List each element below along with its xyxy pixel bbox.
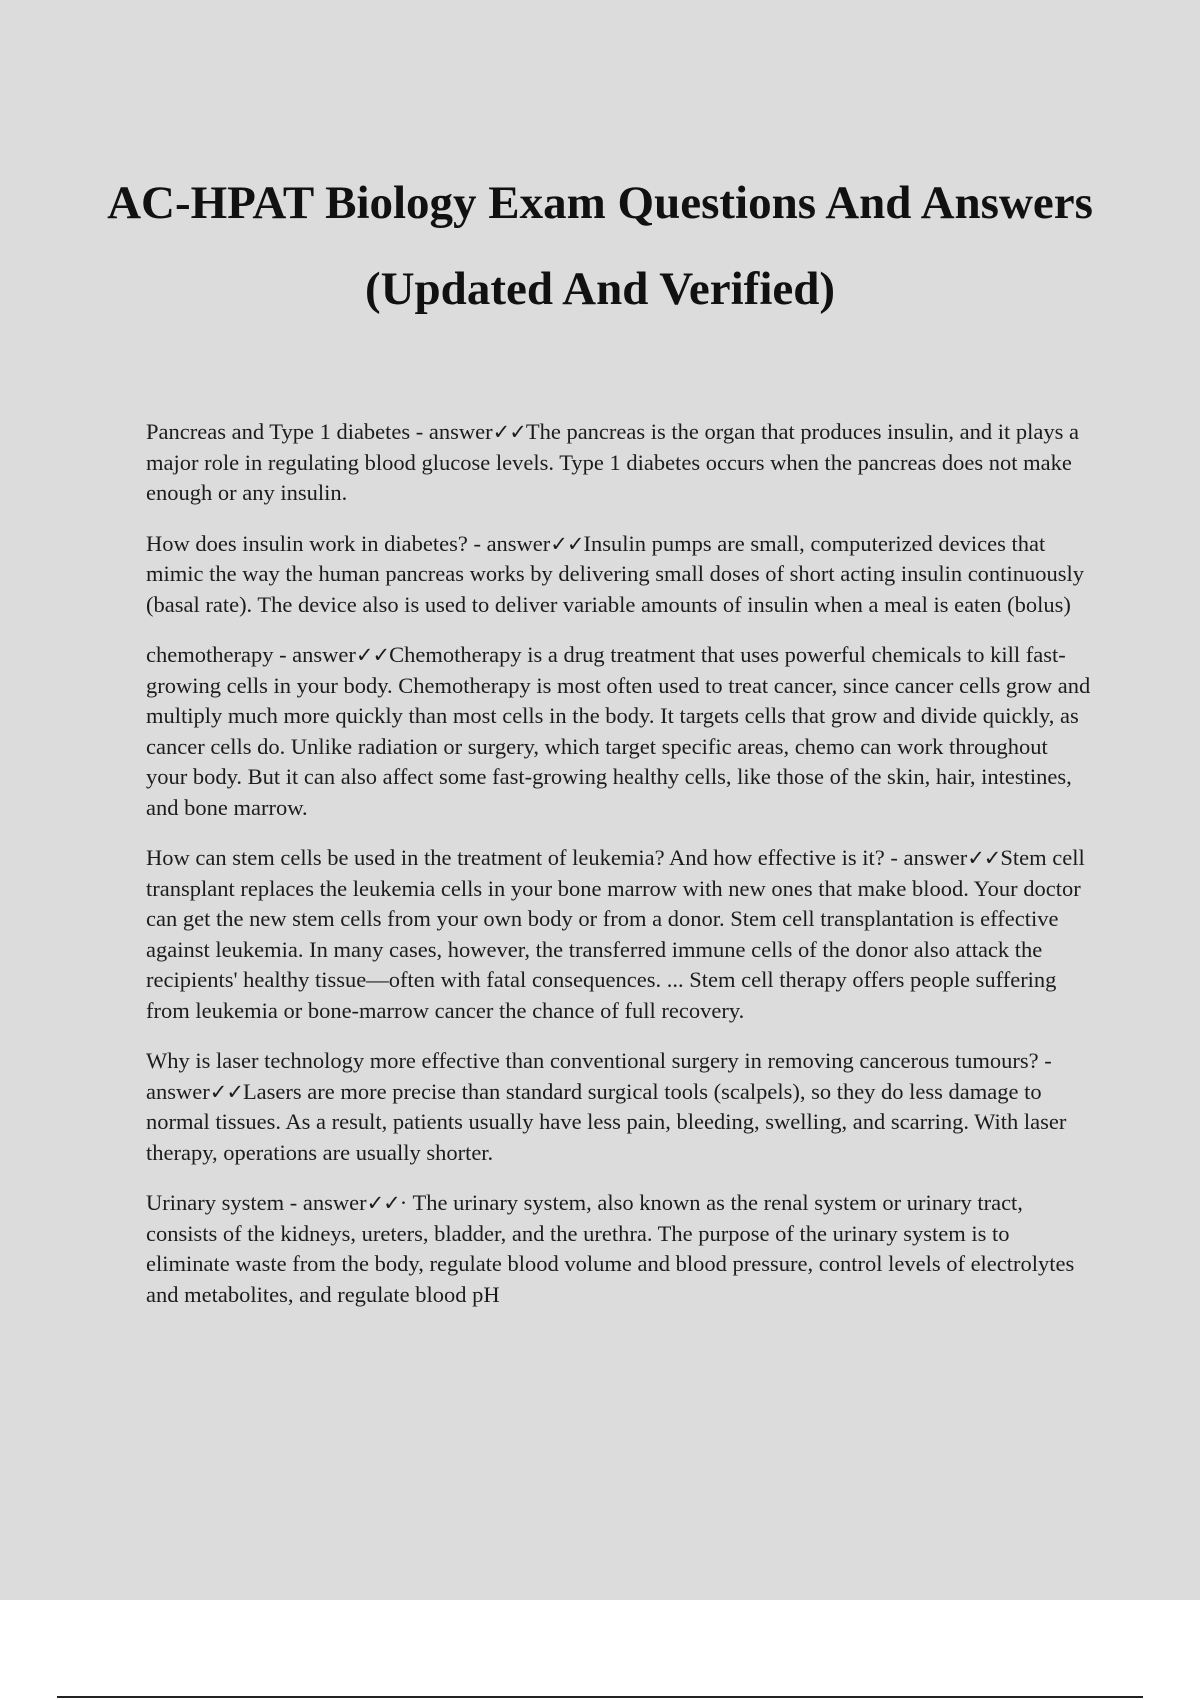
- qa-entry: [146, 1046, 1091, 1168]
- qa-entry: [146, 1188, 1091, 1310]
- page-title: AC-HPAT Biology Exam Questions And Answers (Updated And Verified): [107, 177, 1093, 315]
- check-mark-icon: ✓✓: [492, 420, 526, 444]
- entry-answer: · The urinary system, also known as the renal system or urinary tract, consists of the kidneys, ureters, bladder, and the urethra. The purpose of the urinary system is to eliminate waste from the body, regulate blood volume and blood pressure, control levels of electrolytes and metabolites, and regulate blood pH: [146, 1190, 1075, 1307]
- entry-question: How does insulin work in diabetes? - answer: [146, 530, 551, 556]
- entry-question: Urinary system - answer: [146, 1190, 367, 1215]
- qa-entry: [146, 843, 1091, 1026]
- entry-question: Pancreas and Type 1 diabetes - answer: [146, 419, 493, 444]
- check-mark-icon: ✓✓: [550, 531, 584, 556]
- entry-answer: Stem cell transplant replaces the leukemia cells in your bone marrow with new ones that make blood. Your doctor can get the new stem cells from your own body or from a donor. Stem cell transplantation is effective against leukemia. In many cases, however, the transferred immune cells of the donor also attack the recipients' healthy tissue—often with fatal consequences. ... Stem cell therapy offers people suffering from leukemia or bone-marrow cancer the chance of full recovery.: [146, 845, 1085, 1023]
- entry-answer: Chemotherapy is a drug treatment that uses powerful chemicals to kill fast-growing cells in your body. Chemotherapy is most often used to treat cancer, since cancer cells grow and multiply much more quickly than most cells in the body. It targets cells that grow and divide quickly, as cancer cells do. Unlike radiation or surgery, which target specific areas, chemo can work throughout your body. But it can also affect some fast-growing healthy cells, like those of the skin, hair, intestines, and bone marrow.: [146, 642, 1091, 820]
- entry-answer: The pancreas is the organ that produces insulin, and it plays a major role in regulating blood glucose levels. Type 1 diabetes occurs when the pancreas does not make enough or any insulin.: [146, 419, 1080, 505]
- check-mark-icon: ✓✓: [366, 1191, 400, 1215]
- qa-list: [146, 417, 1091, 1330]
- qa-entry: [146, 417, 1091, 509]
- entry-question: How can stem cells be used in the treatment of leukemia? And how effective is it? - answer: [146, 845, 968, 870]
- check-mark-icon: ✓✓: [355, 643, 390, 667]
- check-mark-icon: ✓✓: [967, 846, 1001, 870]
- entry-answer: Insulin pumps are small, computerized devices that mimic the way the human pancreas works by delivering small doses of short acting insulin continuously (basal rate). The device also is used to deliver variable amounts of insulin when a meal is eaten (bolus): [146, 530, 1084, 617]
- qa-entry: [146, 529, 1091, 621]
- entry-question: chemotherapy - answer: [146, 642, 356, 667]
- entry-answer: Lasers are more precise than standard surgical tools (scalpels), so they do less damage to normal tissues. As a result, patients usually have less pain, bleeding, swelling, and scarring. With laser therapy, operations are usually shorter.: [146, 1078, 1067, 1165]
- qa-entry: [146, 640, 1091, 823]
- check-mark-icon: ✓✓: [209, 1079, 243, 1104]
- entry-question: Why is laser technology more effective than conventional surgery in removing cancerous tumours? - answer: [146, 1048, 1052, 1104]
- footer-divider: [57, 1696, 1143, 1698]
